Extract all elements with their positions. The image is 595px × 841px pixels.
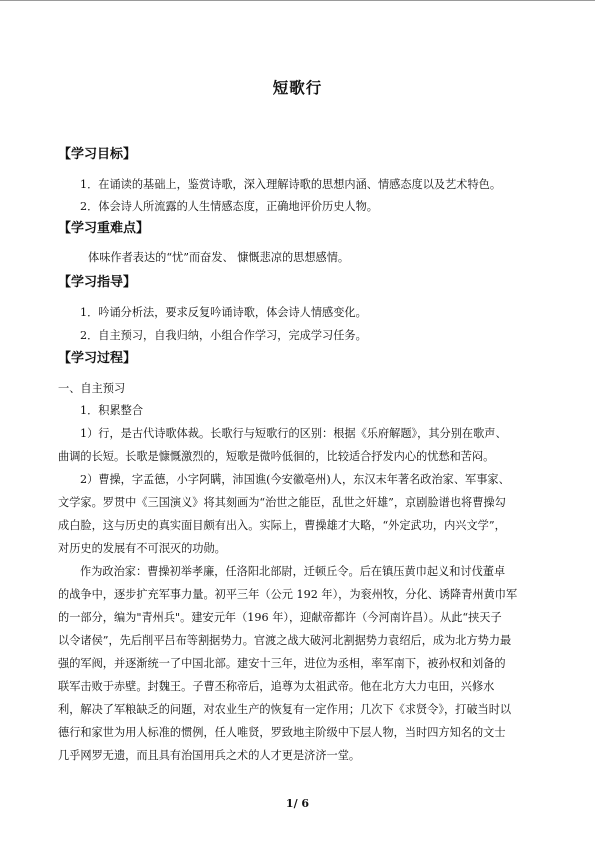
section-self-study: 一、自主预习	[58, 382, 126, 395]
paragraph-line: 利，解决了军粮缺乏的问题，对农业生产的恢复有一定作用；几次下《求贤令》，打破当时以	[58, 703, 512, 716]
goal-item-1: 1．在诵读的基础上，鉴赏诗歌，深入理解诗歌的思想内涵、情感态度以及艺术特色。	[80, 178, 502, 191]
key-points-text: 体味作者表达的“忧”而奋发、 慷慨悲凉的思想感情。	[88, 251, 350, 264]
key-points-heading: 【学习重难点】	[58, 221, 150, 236]
paragraph-line: 对历史的发展有不可泯灭的功勋。	[58, 542, 226, 555]
process-heading: 【学习过程】	[58, 351, 137, 366]
paragraph-line: 的战争中，逐步扩充军事力量。初平三年（公元 192 年），为衮州牧，分化、诱降青州黄巾军	[58, 588, 518, 601]
paragraph-line: 1）行，是古代诗歌体裁。长歌行与短歌行的区别：根据《乐府解题》，其分别在歌声、	[80, 427, 507, 440]
paragraph-line: 文学家。罗贯中《三国演义》将其刻画为“治世之能臣，乱世之奸雄”，京剧脸谱也将曹操勾	[58, 496, 506, 509]
paragraph-line: 曲调的长短。长歌是慷慨激烈的，短歌是微吟低徊的，比较适合抒发内心的忧愁和苦闷。	[58, 450, 495, 463]
paragraph-line: 德行和家世为用人标准的惯例，任人唯贤，罗致地主阶级中下层人物，当时四方知名的文士	[58, 726, 506, 739]
guidance-heading: 【学习指导】	[58, 275, 137, 290]
guidance-item-2: 2．自主预习，自我归纳，小组合作学习，完成学习任务。	[80, 329, 367, 342]
goal-item-2: 2．体会诗人所流露的人生情感态度，正确地评价历史人物。	[80, 200, 378, 213]
header-rule	[0, 0, 595, 1]
goals-heading: 【学习目标】	[58, 147, 137, 162]
page-title: 短歌行	[272, 79, 323, 97]
paragraph-line: 2）曹操，字孟德，小字阿瞒，沛国谯(今安徽亳州)人，东汉末年著名政治家、军事家、	[80, 473, 510, 486]
paragraph-line: 几乎网罗无遗，而且具有治国用兵之术的人才更是济济一堂。	[58, 749, 361, 762]
paragraph-line: 作为政治家：曹操初举孝廉，任洛阳北部尉，迁顿丘令。后在镇压黄巾起义和讨伐董卓	[80, 565, 506, 578]
page-number: 1/ 6	[285, 797, 310, 810]
paragraph-line: 强的军阀，并逐渐统一了中国北部。建安十三年，进位为丞相，率军南下，被孙权和刘备的	[58, 657, 506, 670]
paragraph-line: 以令诸侯”，先后削平吕布等割据势力。官渡之战大破河北割据势力袁绍后，成为北方势力最	[58, 634, 512, 647]
paragraph-line: 成白脸，这与历史的真实面目颇有出入。实际上，曹操雄才大略，“外定武功，内兴文学”，	[58, 519, 506, 532]
paragraph-line: 的一部分，编为"青州兵"。建安元年（196 年），迎献帝都许（今河南许昌）。从此“挟天子	[58, 611, 502, 624]
guidance-item-1: 1．吟诵分析法，要求反复吟诵诗歌，体会诗人情感变化。	[80, 306, 367, 319]
paragraph-line: 联军击败于赤壁。封魏王。子曹丕称帝后，追尊为太祖武帝。他在北方大力屯田，兴修水	[58, 680, 495, 693]
subsection-accumulation: 1．积累整合	[80, 404, 144, 417]
